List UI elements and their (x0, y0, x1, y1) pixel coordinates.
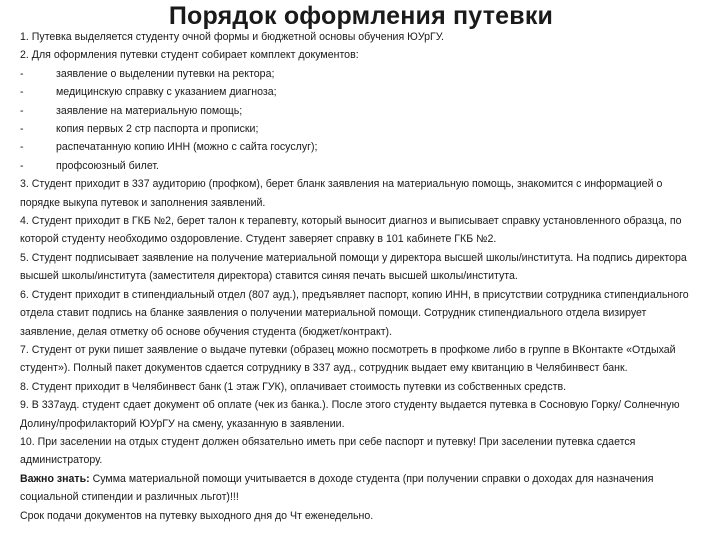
dash-mark: - (20, 67, 24, 80)
step-5: 5. Студент подписывает заявление на получение материальной помощи у директора высшей школы/института. На подпись директора высшей школы/института (заместителя директора) ставится синяя печать высшей школы/института. (20, 251, 687, 283)
doc-item: - медицинскую справку с указанием диагноза; (20, 83, 702, 101)
step-8: 8. Студент приходит в Челябинвест банк (1 этаж ГУК), оплачивает стоимость путевки из собственных средств. (20, 380, 567, 393)
step-9: 9. В 337ауд. студент сдает документ об оплате (чек из банка.). После этого студенту выдается путевка в Сосновую Горку/ Солнечную Долину/профилакторий ЮУрГУ на смену, указанную в заявлении. (20, 399, 680, 430)
step-10: 10. При заселении на отдых студент должен обязательно иметь при себе паспорт и путевку! При заселении путевка сдается администратору. (20, 435, 636, 467)
important-text: Сумма материальной помощи учитывается в доходе студента (при получении справки о доходах для назначения социальной стипендии и различных льгот)!!! (20, 472, 654, 504)
step-7: 7. Студент от руки пишет заявление о выдаче путевки (образец можно посмотреть в профкоме либо в группе в ВКонтакте «Отдыхай студент»). Полный пакет документов сдается сотруднику в 337 ауд., сотрудник выдает ему квитанцию в Челябинвест банк. (20, 343, 676, 375)
step-6: 6. Студент приходит в стипендиальный отдел (807 ауд.), предъявляет паспорт, копию ИНН, в присутствии сотрудника стипендиального отдела ставит подпись на бланке заявления о получении материальной помощи. Сотрудник стипендиального отдела визирует заявление, делая отметку об основе обучения студента (бюджет/контракт). (20, 288, 689, 338)
doc-item: - профсоюзный билет. (20, 157, 702, 175)
doc-item: - заявление о выделении путевки на ректора; (20, 65, 702, 83)
page-title: Порядок оформления путевки (168, 2, 554, 30)
important-label: Важно знать: (20, 472, 90, 485)
step-4: 4. Студент приходит в ГКБ №2, берет талон к терапевту, который выносит диагноз и выписывает справку установленного образца, по которой студенту необходимо оздоровление. Студент заверяет справку в 101 кабинете ГКБ №2. (20, 215, 682, 246)
dash-mark: - (20, 159, 24, 172)
dash-mark: - (20, 123, 24, 136)
step-2: 2. Для оформления путевки студент собирает комплект документов: (20, 49, 359, 62)
dash-mark: - (20, 141, 24, 154)
important-note (20, 470, 702, 507)
dash-mark: - (20, 104, 24, 117)
step-1: 1. Путевка выделяется студенту очной формы и бюджетной основы обучения ЮУрГУ. (20, 31, 444, 43)
deadline-note: Срок подачи документов на путевку выходного дня до Чт еженедельно. (20, 509, 374, 522)
doc-item: - копия первых 2 стр паспорта и прописки; (20, 120, 702, 138)
doc-item: - распечатанную копию ИНН (можно с сайта госуслуг); (20, 138, 702, 156)
dash-mark: - (20, 86, 24, 99)
instructions (20, 28, 702, 525)
doc-item: - заявление на материальную помощь; (20, 102, 702, 120)
step-3: 3. Студент приходит в 337 аудиторию (профком), берет бланк заявления на материальную помощь, знакомится с информацией о порядке выкупа путевок и заполнения заявлений. (20, 178, 663, 209)
